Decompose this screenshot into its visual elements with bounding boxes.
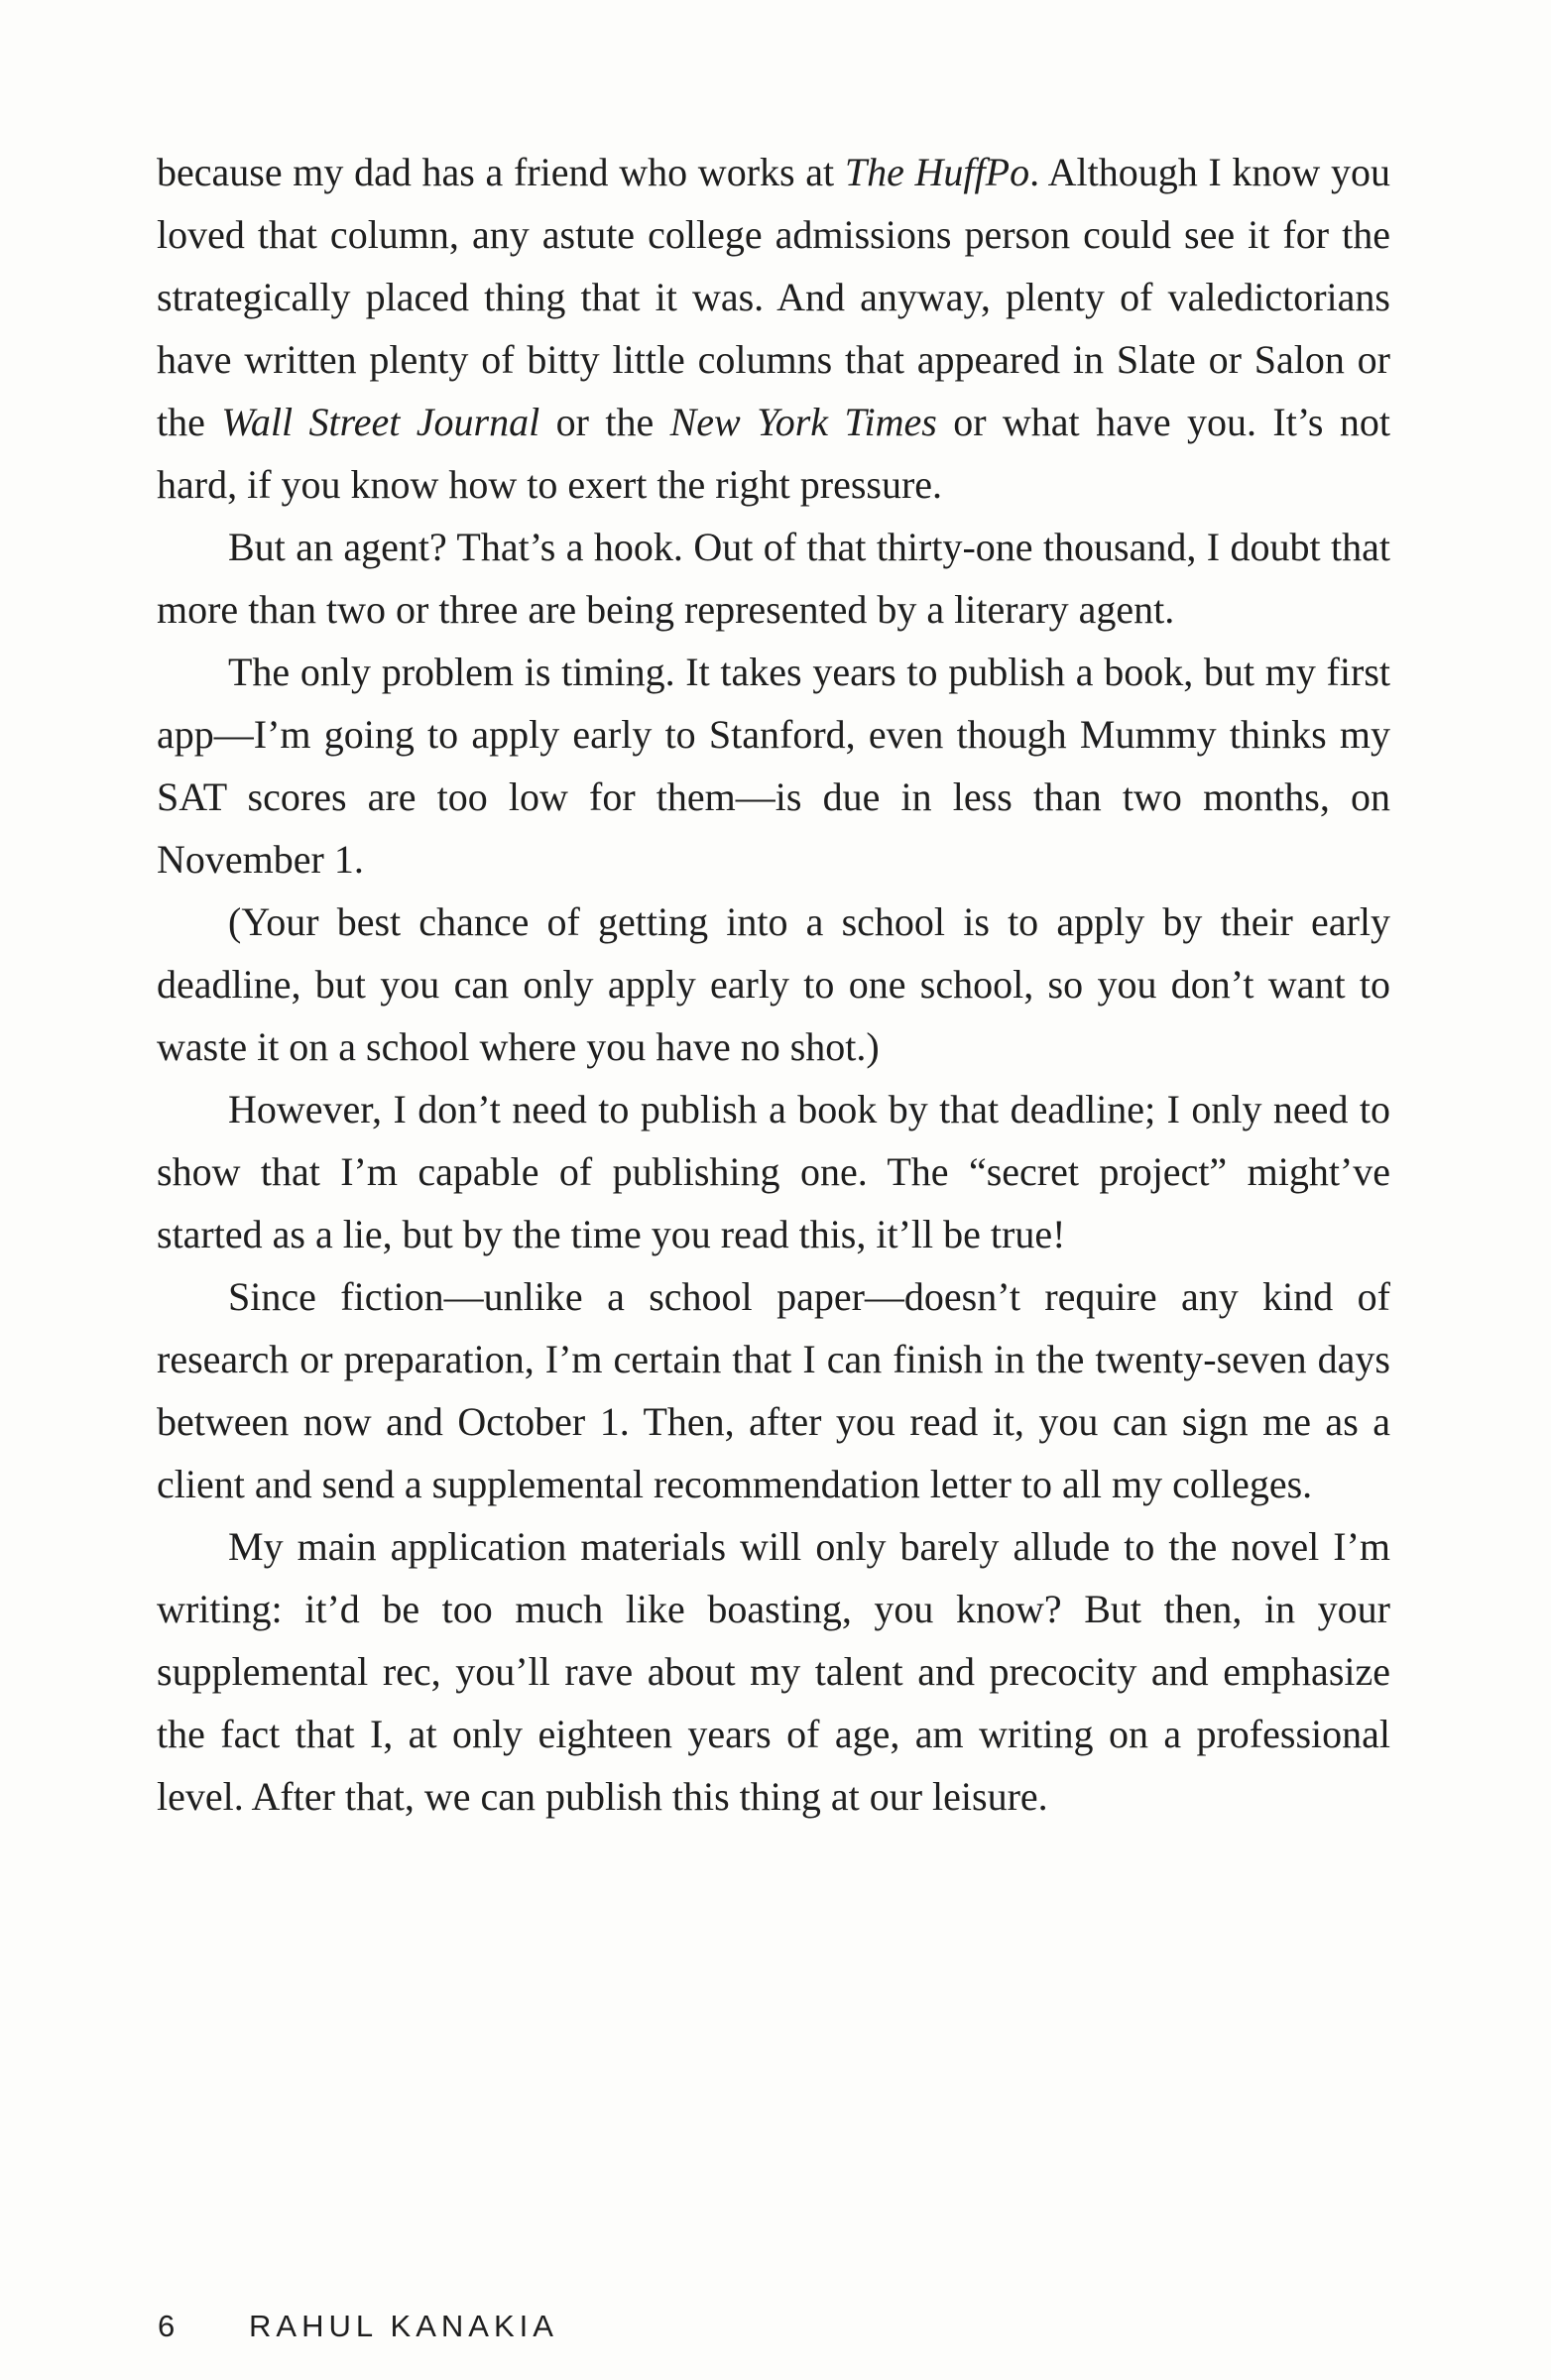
text-run: My main application materials will only barely allude to the novel I’m writing: it’d be too much like boasting, you know? But then, in your supplemental rec, you’ll rave about my talent and precocity and emphasize the fact that I, at only eighteen years of age, am writing on a professional level. After that, we can publish this thing at our leisure. bbox=[157, 1524, 1390, 1819]
running-author: RAHUL KANAKIA bbox=[249, 2309, 558, 2343]
text-run: But an agent? That’s a hook. Out of that thirty-one thousand, I doubt that more than two or three are being represented by a literary agent. bbox=[157, 525, 1390, 632]
paragraph bbox=[157, 891, 1390, 1078]
text-run: However, I don’t need to publish a book by that deadline; I only need to show that I’m capable of publishing one. The “secret project” might’ve started as a lie, but by the time you read this, it’ll be true! bbox=[157, 1087, 1390, 1256]
text-run: (Your best chance of getting into a school is to apply by their early deadline, but you can only apply early to one school, so you don’t want to waste it on a school where you have no shot.) bbox=[157, 899, 1390, 1069]
italic-text: The HuffPo bbox=[844, 150, 1030, 194]
text-run: Since fiction—unlike a school paper—doesn’t require any kind of research or preparation, I’m certain that I can finish in the twenty-seven days between now and October 1. Then, after you read it, you can sign me as a client and send a supplemental recommendation letter to all my colleges. bbox=[157, 1274, 1390, 1506]
text-run: . Although I know you loved that column, any astute college admissions person could see it for the strategically placed thing that it was. And anyway, plenty of valedictorians have written plenty of bitty little columns that appeared in Slate or Salon or the bbox=[157, 150, 1390, 444]
text-run: The only problem is timing. It takes years to publish a book, but my first app—I’m going to apply early to Stanford, even though Mummy thinks my SAT scores are too low for them—is due in less than two months, on November 1. bbox=[157, 650, 1390, 882]
text-run: or what have you. It’s not hard, if you know how to exert the right pressure. bbox=[157, 400, 1391, 507]
text-run: or the bbox=[539, 400, 670, 444]
paragraph bbox=[157, 641, 1390, 891]
paragraph bbox=[157, 1078, 1390, 1265]
text-run: because my dad has a friend who works at bbox=[157, 150, 845, 194]
italic-text: Wall Street Journal bbox=[221, 400, 540, 444]
page-footer bbox=[158, 2309, 558, 2344]
body-text bbox=[157, 141, 1390, 1828]
paragraph bbox=[157, 1265, 1390, 1515]
italic-text: New York Times bbox=[669, 400, 937, 444]
paragraph bbox=[157, 1515, 1390, 1828]
paragraph bbox=[157, 141, 1390, 516]
page-number: 6 bbox=[158, 2309, 180, 2343]
paragraph bbox=[157, 516, 1390, 641]
